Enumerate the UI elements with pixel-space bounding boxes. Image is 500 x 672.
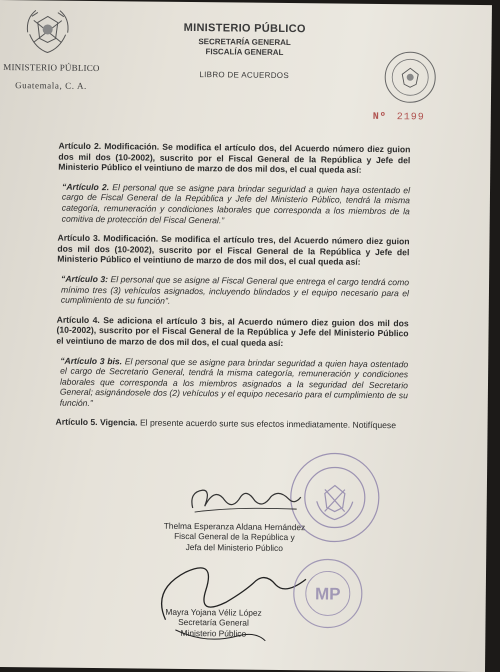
paragraph-article-4: Artículo 4. Se adiciona el artículo 3 bis, al Acuerdo número diez guion dos mil dos (10-2002), suscrito por el Fiscal General de la República y Jefe del Ministerio Público el veintiuno de marzo de dos mil dos, el cual queda así: bbox=[56, 314, 409, 348]
number-value: 2199 bbox=[396, 112, 425, 124]
paragraph-body: El presente acuerdo surte sus efectos inmediatamente. Notifíquese bbox=[137, 417, 397, 431]
paragraph-lead: “Artículo 3 bis. bbox=[60, 355, 123, 366]
letterhead-title: MINISTERIO PÚBLICO bbox=[183, 21, 306, 36]
signatory-2-block bbox=[163, 607, 263, 639]
paragraph-article-3-text bbox=[57, 274, 409, 309]
paragraph-body: El personal que se asigne para brindar seguridad a quien haya ostentado el cargo de Secretario General, tendrá la misma categoría, remuneración y condiciones laborales que corresponda a los miembros asignados a la seguridad del Secretario General; asignándosele dos (2) vehículos y el equipo necesario para el cumplimiento de su función.” bbox=[59, 355, 409, 408]
signatory-2-role: Secretaría General bbox=[178, 617, 249, 629]
letterhead-subtitle-1: SECRETARÍA GENERAL bbox=[198, 37, 291, 48]
letterhead-subtitle-2: FISCALÍA GENERAL bbox=[205, 47, 284, 57]
paragraph-article-5 bbox=[56, 417, 408, 431]
number-prefix: Nº bbox=[372, 111, 387, 124]
left-city: Guatemala, C. A. bbox=[15, 80, 88, 91]
guatemala-coat-of-arms-icon bbox=[21, 2, 74, 59]
paragraph-lead: “Artículo 3: bbox=[61, 273, 109, 285]
paragraph-lead: Artículo 5. Vigencia. bbox=[55, 417, 138, 428]
signatory-2-name: Mayra Yojana Véliz López bbox=[165, 606, 262, 618]
document-body bbox=[55, 141, 410, 441]
paragraph-article-2: Artículo 2. Modificación. Se modifica el artículo dos, del Acuerdo número diez guion dos mil dos (10-2002), suscrito por el Fiscal General de la República y Jefe del Ministerio Público el veintiuno de marzo de dos mil dos, el cual queda así: bbox=[58, 140, 411, 175]
letterhead bbox=[159, 22, 330, 81]
signatory-1-block bbox=[154, 521, 314, 554]
paragraph-body: El personal que se asigne al Fiscal General que entrega el cargo tendrá como mínimo tres (3) vehículos asignados, incluyendo blindados y el equipo necesario para el cumplimiento de su función”. bbox=[60, 274, 410, 306]
signature-1-icon bbox=[185, 478, 305, 523]
left-org-name: MINISTERIO PÚBLICO bbox=[3, 62, 100, 74]
paragraph-lead: “Artículo 2. bbox=[61, 181, 110, 192]
paragraph-article-3bis-text bbox=[56, 355, 409, 412]
book-name: LIBRO DE ACUERDOS bbox=[199, 70, 290, 81]
signatory-1-role-2: Jefa del Ministerio Público bbox=[185, 541, 283, 553]
mp-logo-text: MP bbox=[314, 584, 341, 604]
seal-top-icon bbox=[383, 50, 438, 105]
paragraph-article-2-text bbox=[58, 181, 410, 227]
signatory-1-name: Thelma Esperanza Aldana Hernández bbox=[163, 520, 306, 533]
ministerio-publico-stamp-icon bbox=[289, 555, 366, 632]
signatory-2-role-2: Ministerio Público bbox=[180, 627, 247, 639]
paragraph-body: El personal que se asigne para brindar seguridad a quien haya ostentado el cargo de Fiscal General de la República y Jefe del Ministerio Público, tendrá la misma categoría, remuneración y condiciones laborales que corresponda a los miembros de la comitiva de protección del Fiscal General.” bbox=[61, 181, 411, 225]
signatory-1-role: Fiscal General de la República y bbox=[174, 531, 295, 543]
document-number bbox=[373, 112, 425, 124]
paragraph-article-3: Artículo 3. Modificación. Se modifica el artículo tres, del Acuerdo número diez guion dos mil dos (10-2002), suscrito por el Fiscal General de la República y Jefe del Ministerio Público el veintiuno de marzo de dos mil dos, el cual queda así: bbox=[57, 232, 410, 268]
